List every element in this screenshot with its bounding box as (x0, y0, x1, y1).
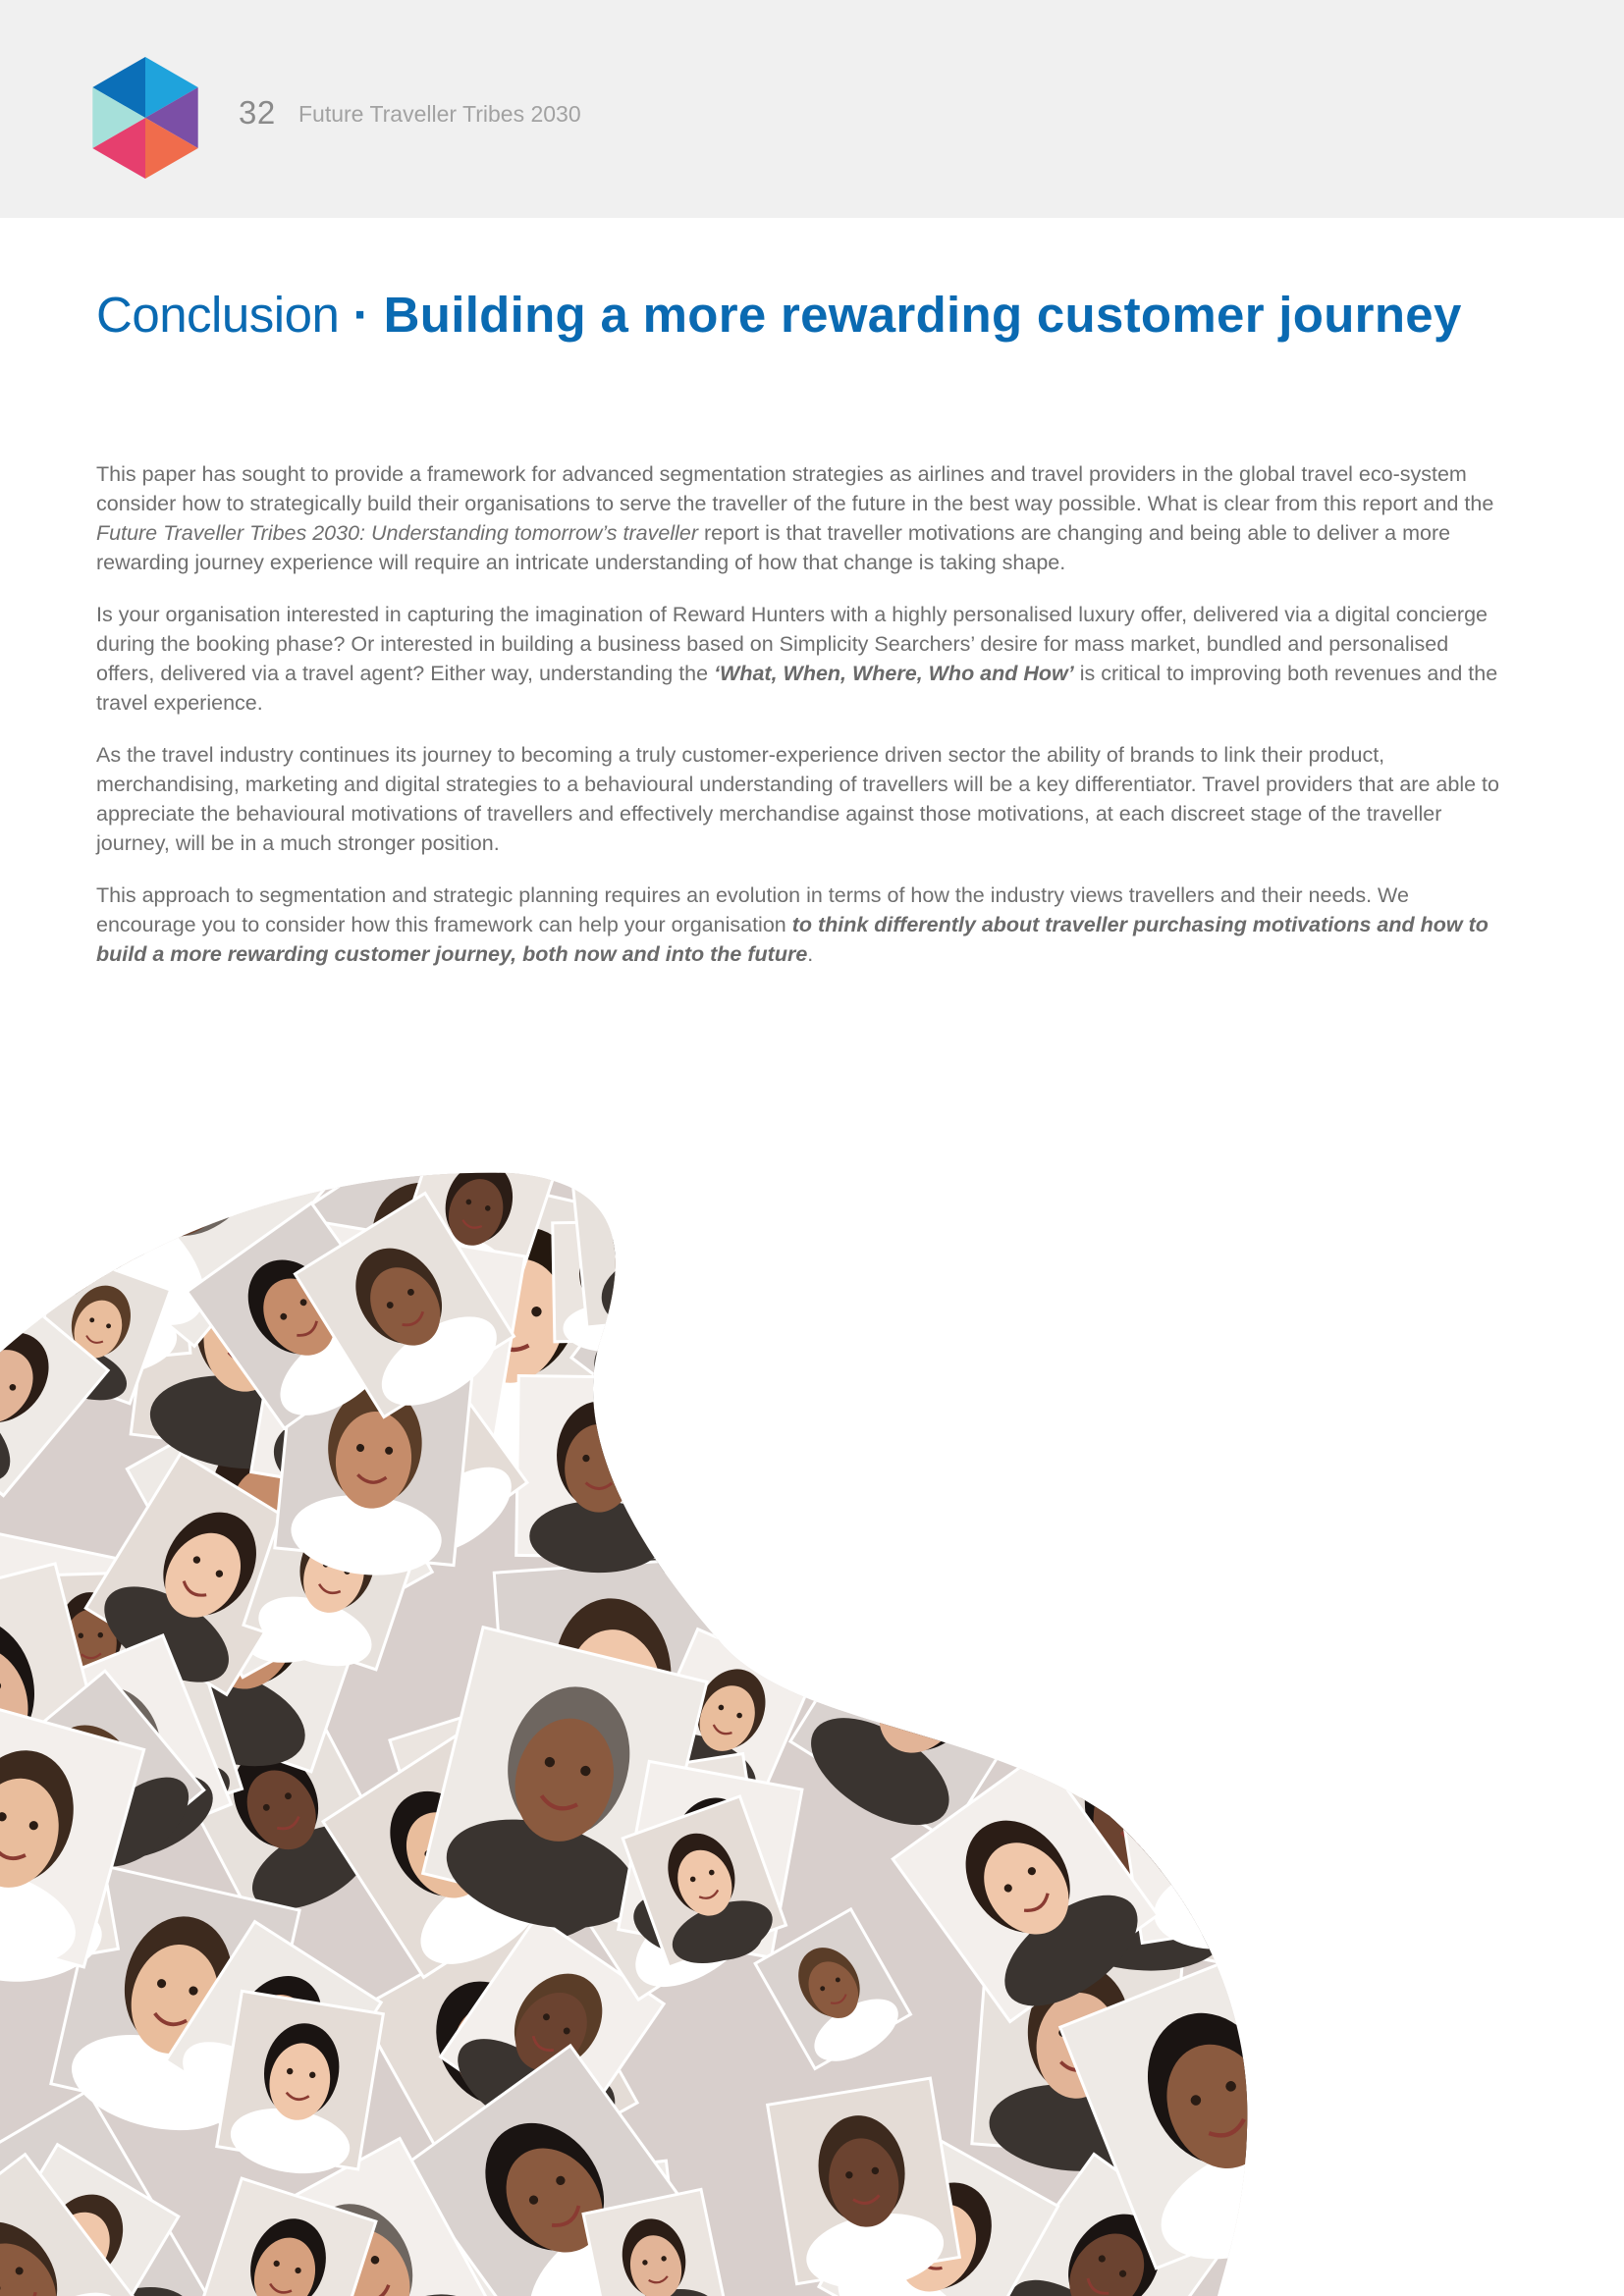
paragraph-1 (96, 459, 1502, 577)
collage-photo (515, 1375, 681, 1574)
paragraph-4-text-end: . (807, 942, 814, 966)
paragraph-3: As the travel industry continues its journey to becoming a truly customer-experience driven sector the ability of brands to link their product, merchandising, marketing and digital strategies to a behavioural understanding of travellers will be a key differentiator. Travel providers that are able to appreciate the behavioural motivations of travellers and effectively merchandise against those motivations, at each discreet stage of the traveller journey, will be in a much stronger position. (96, 743, 1499, 855)
collage-photo (1056, 1168, 1233, 1307)
paragraph-4-emphasis: to think differently about traveller purchasing motivations and how to build a more rewarding customer journey, both now and into the future (96, 913, 1489, 966)
page-number: 32 (239, 94, 276, 131)
page-title (96, 285, 1569, 345)
paragraph-2 (96, 600, 1502, 718)
title-separator: · (339, 287, 384, 343)
paragraph-1-text-end: report is that traveller motivations are changing and being able to deliver a more rewarding journey experience will require an intricate understanding of how that change is taking shape. (96, 521, 1451, 574)
paragraph-4 (96, 881, 1502, 969)
paragraph-2-emphasis: ‘What, When, Where, Who and How’ (714, 662, 1074, 685)
paragraph-1-text: This paper has sought to provide a framework for advanced segmentation strategies as airlines and travel providers in the global travel eco-system consider how to strategically build their organisations to serve the traveller of the future in the best way possible. What is clear from this report and the (96, 462, 1494, 515)
collage-photo (824, 1227, 1022, 1442)
title-light-part: Conclusion (96, 287, 340, 343)
report-title-reference: Future Traveller Tribes 2030: Understanding tomorrow’s traveller (96, 521, 699, 545)
faces-collage-image (0, 1168, 1257, 2296)
paragraph-2-text-end: is critical to improving both revenues and the travel experience. (96, 662, 1498, 715)
paragraph-4-text: This approach to segmentation and strategic planning requires an evolution in terms of how the industry views travellers and their needs. We encourage you to consider how this framework can help your organisation (96, 883, 1409, 936)
page-header (0, 0, 1624, 218)
collage-photo (768, 2078, 962, 2296)
document-title: Future Traveller Tribes 2030 (298, 101, 581, 127)
collage-photo (788, 1178, 1020, 1429)
hexagon-logo-icon (90, 57, 200, 179)
paragraph-2-text: Is your organisation interested in capturing the imagination of Reward Hunters with a highly personalised luxury offer, delivered via a digital concierge during the booking phase? Or interested in building a business based on Simplicity Searchers’ desire for mass market, bundled and personalised offers, delivered via a travel agent? Either way, understanding the (96, 603, 1489, 685)
body-text (96, 459, 1502, 991)
title-bold-part: Building a more rewarding customer journey (383, 287, 1462, 343)
collage-photo (564, 1168, 804, 1349)
collage-photo (686, 1212, 974, 1518)
